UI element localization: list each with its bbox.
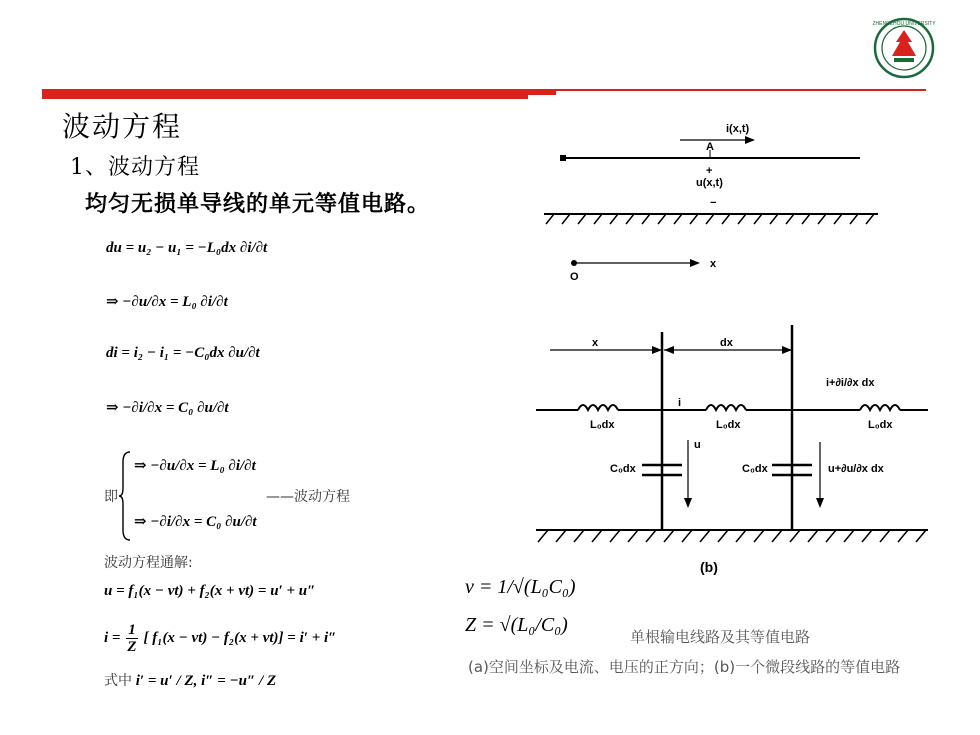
equation-du: du = u₂ − u₁ = −L₀dx ∂i/∂t (106, 240, 268, 256)
impedance-formula: Z = √(L₀/C₀) (465, 614, 568, 636)
header-red-line (556, 89, 926, 91)
ground-hatch-top (546, 214, 874, 224)
solution-i (104, 622, 336, 655)
solution-i-prefix: i = (104, 629, 121, 646)
label-voltage-uxt: u(x,t) (696, 177, 723, 189)
logo-text: ZHENGZHOU UNIVERSITY (872, 21, 936, 27)
label-C2: C₀dx (742, 463, 768, 475)
ground-hatch-bottom (538, 530, 926, 542)
label-minus: − (710, 197, 717, 209)
intro-text: 均匀无损单导线的单元等值电路。 (85, 191, 431, 217)
solution-u: u = f₁(x − vt) + f₂(x + vt) = u′ + u″ (104, 583, 316, 599)
label-current-ixt: i(x,t) (726, 123, 750, 135)
university-emblem-icon (872, 16, 936, 80)
page-title: 波动方程 (62, 110, 183, 143)
equation-du-dx: ⇒ −∂u/∂x = L₀ ∂i/∂t (106, 294, 228, 310)
transmission-line-diagram (530, 110, 970, 580)
label-point-a: A (706, 141, 714, 153)
figure-caption-desc: (a)空间坐标及电流、电压的正方向；(b)一个微段线路的等值电路 (468, 658, 901, 676)
system-eq-2: ⇒ −∂i/∂x = C₀ ∂u/∂t (134, 514, 257, 530)
label-i-next: i+∂i/∂x dx (826, 377, 875, 389)
one-over-z-fraction: $\frac{1}{Z}$ (127, 622, 137, 655)
general-solution-label: 波动方程通解: (104, 555, 193, 571)
where-body: i′ = u′ / Z, i″ = −u″ / Z (135, 673, 277, 689)
header-red-bar (42, 89, 528, 99)
label-L3: L₀dx (868, 419, 893, 431)
label-u-next: u+∂u/∂x dx (828, 463, 884, 475)
system-eq-1: ⇒ −∂u/∂x = L₀ ∂i/∂t (134, 458, 256, 474)
label-L1: L₀dx (590, 419, 615, 431)
velocity-formula: v = 1/√(L₀C₀) (465, 576, 576, 598)
solution-i-body: [ f₁(x − vt) − f₂(x + vt)] = i′ + i″ (143, 629, 337, 646)
ji-label: 即 (104, 489, 118, 505)
label-x-axis: x (710, 258, 717, 270)
equation-di: di = i₂ − i₁ = −C₀dx ∂u/∂t (106, 345, 260, 361)
label-u: u (694, 439, 701, 451)
where-clause (104, 670, 276, 690)
wave-equation-label: ——波动方程 (266, 489, 350, 505)
label-dx: dx (720, 337, 733, 349)
label-i: i (678, 397, 682, 409)
label-x: x (592, 337, 599, 349)
label-b: (b) (700, 559, 718, 575)
label-origin: O (570, 271, 579, 283)
label-plus: + (706, 165, 713, 177)
label-C1: C₀dx (610, 463, 636, 475)
label-L2: L₀dx (716, 419, 741, 431)
where-prefix: 式中 (104, 673, 132, 689)
section-heading: 1、波动方程 (70, 155, 200, 180)
system-brace (118, 450, 132, 542)
equation-di-dx: ⇒ −∂i/∂x = C₀ ∂u/∂t (106, 400, 229, 416)
figure-caption-title: 单根输电线路及其等值电路 (630, 628, 811, 646)
header-red-bar-thin (528, 89, 556, 95)
